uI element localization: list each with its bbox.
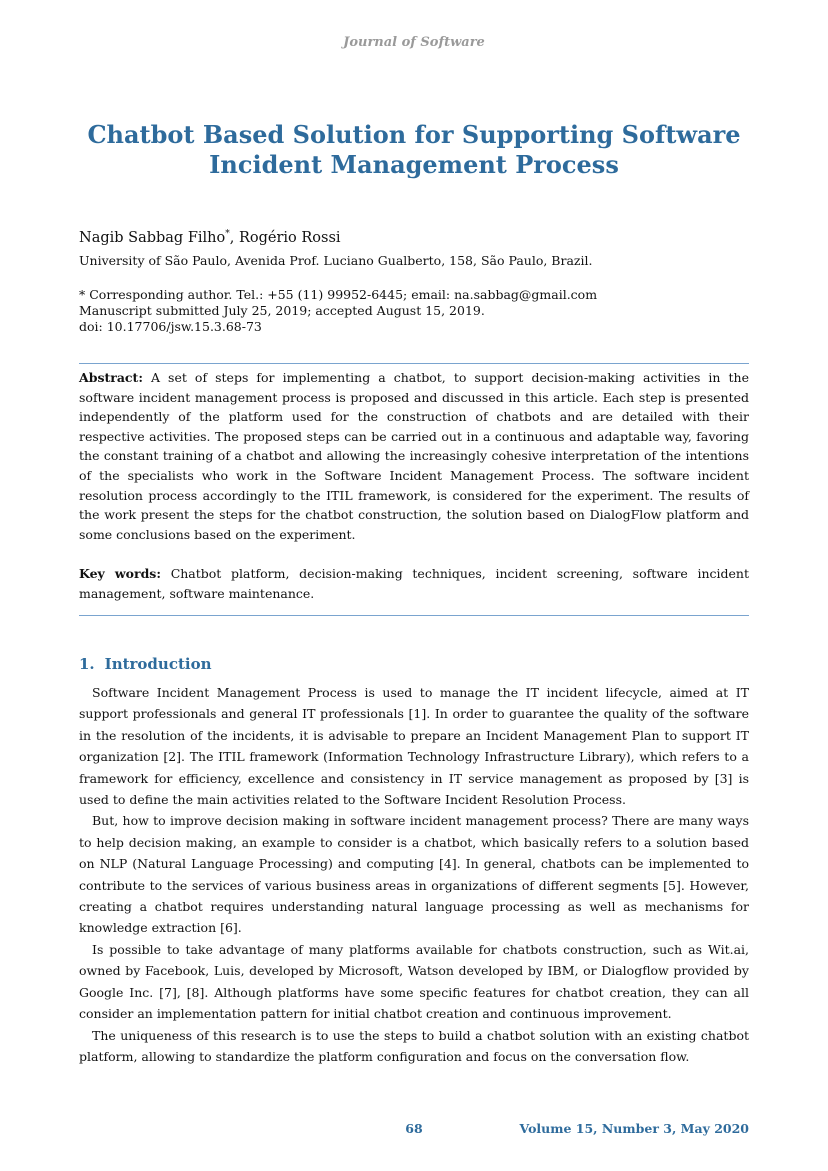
corresponding-author: * Corresponding author. Tel.: +55 (11) 99952-6445; email: na.sabbag@gmail.com bbox=[79, 287, 598, 302]
paragraph: Is possible to take advantage of many platforms available for chatbots construction, such as Wit.ai, owned by Facebook, Luis, developed by Microsoft, Watson developed by IBM, or Dialogflow provided by Google Inc. [7], [8]. Although platforms have some specific features for chatbot creation, they can all consider an implementation pattern for initial chatbot creation and continuous improvement. bbox=[79, 941, 749, 1022]
paragraph: The uniqueness of this research is to use the steps to build a chatbot solution with an existing chatbot platform, allowing to standardize the platform configuration and focus on the conversation flow. bbox=[79, 1027, 749, 1064]
keywords bbox=[79, 564, 749, 603]
keywords-label: Key words: bbox=[79, 566, 161, 581]
volume-info: Volume 15, Number 3, May 2020 bbox=[519, 1121, 749, 1136]
section-title: Introduction bbox=[104, 655, 212, 673]
section-heading bbox=[79, 655, 212, 673]
doi: doi: 10.17706/jsw.15.3.68-73 bbox=[79, 319, 262, 334]
corresponding-mark: * bbox=[225, 229, 230, 239]
divider-top bbox=[79, 363, 749, 364]
paragraph: But, how to improve decision making in software incident management process? There are many ways to help decision making, an example to consider is a chatbot, which basically refers to a solution based on NLP (Natural Language Processing) and computing [4]. In general, chatbots can be implemented to contribute to the services of various business areas in organizations of different segments [5]. However, creating a chatbot requires understanding natural language processing as well as mechanisms for knowledge extraction [6]. bbox=[79, 813, 749, 936]
paragraph: Software Incident Management Process is used to manage the IT incident lifecycle, aimed at IT support professionals and general IT professionals [1]. In order to guarantee the quality of the software in the resolution of the incidents, it is advisable to prepare an Incident Management Plan to support IT organization [2]. The ITIL framework (Information Technology Infrastructure Library), which refers to a framework for efficiency, excellence and consistency in IT service management as proposed by [3] is used to define the main activities related to the Software Incident Resolution Process. bbox=[79, 685, 749, 808]
abstract bbox=[79, 368, 749, 544]
submission-dates: Manuscript submitted July 25, 2019; accepted August 15, 2019. bbox=[79, 303, 485, 318]
author-name-rest: , Rogério Rossi bbox=[229, 229, 341, 246]
article-meta bbox=[79, 287, 597, 335]
author-name: Nagib Sabbag Filho bbox=[79, 229, 226, 246]
author-list bbox=[79, 229, 341, 246]
abstract-label: Abstract: bbox=[79, 370, 143, 385]
paper-title: Chatbot Based Solution for Supporting Software Incident Management Process bbox=[87, 120, 741, 179]
divider-bottom bbox=[79, 615, 749, 616]
abstract-text: A set of steps for implementing a chatbot, to support decision-making activities in the software incident management process is proposed and discussed in this article. Each step is presented independently of the platform used for the construction of chatbots and are detailed with their respective activities. The proposed steps can be carried out in a continuous and adaptable way, favoring the constant training of a chatbot and allowing the increasingly cohesive interpretation of the intentions of the specialists who work in the Software Incident Management Process. The software incident resolution process accordingly to the ITIL framework, is considered for the experiment. The results of the work present the steps for the chatbot construction, the solution based on DialogFlow platform and some conclusions based on the experiment. bbox=[79, 370, 749, 542]
page-number: 68 bbox=[405, 1121, 423, 1136]
running-head: Journal of Software bbox=[343, 35, 485, 50]
affiliation: University of São Paulo, Avenida Prof. Luciano Gualberto, 158, São Paulo, Brazil. bbox=[79, 253, 593, 268]
section-body bbox=[79, 682, 749, 1067]
section-number: 1. bbox=[79, 655, 95, 673]
keywords-text: Chatbot platform, decision-making techniques, incident screening, software incident management, software maintenance. bbox=[79, 566, 749, 601]
